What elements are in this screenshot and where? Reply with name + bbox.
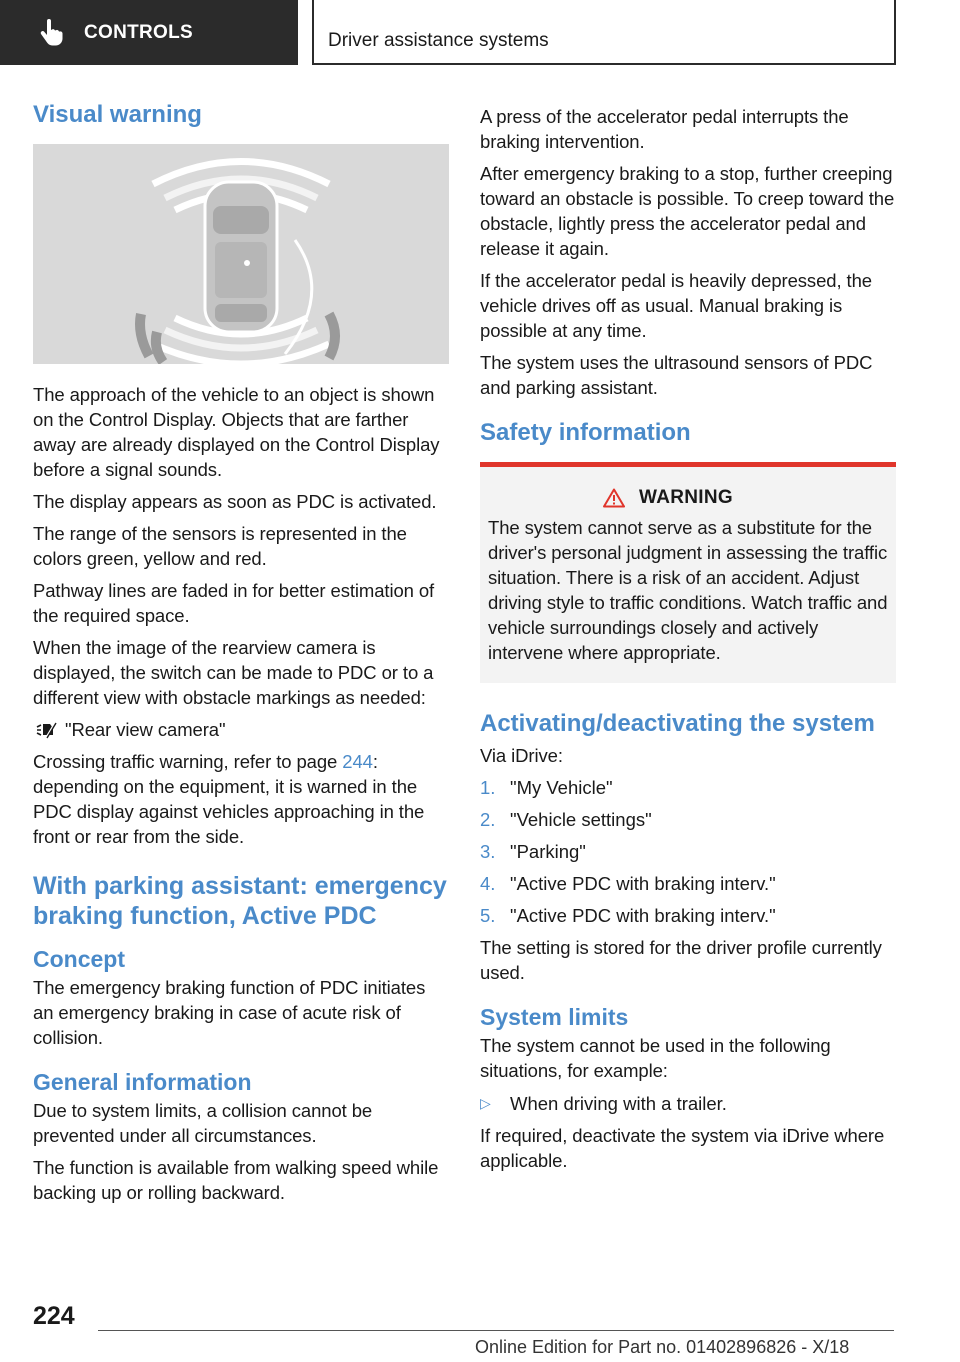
step-text: "My Vehicle" xyxy=(510,777,613,798)
section-tab xyxy=(0,0,298,65)
heading-visual-warning: Visual warning xyxy=(33,101,202,128)
chapter-title: Driver assistance systems xyxy=(328,30,549,51)
paragraph: Via iDrive: xyxy=(480,745,563,766)
step-number: 1. xyxy=(480,777,496,798)
heading-general-information: General information xyxy=(33,1069,252,1095)
paragraph: After emergency braking to a stop, further creeping toward an obstacle is possible. To creep toward the obstacle, lightly press the accelerator pedal and release it again. xyxy=(480,163,895,259)
rear-view-camera-label: "Rear view camera" xyxy=(65,719,226,740)
heading-parking-assistant: With parking assistant: emergency braking function, Active PDC xyxy=(33,872,447,930)
pdc-car-graphic xyxy=(33,144,449,364)
left-column xyxy=(33,100,449,1212)
paragraph: The display appears as soon as PDC is activated. xyxy=(33,491,437,512)
step-text: "Active PDC with braking interv." xyxy=(510,905,776,926)
list-item xyxy=(480,839,896,864)
heading-concept: Concept xyxy=(33,946,125,972)
paragraph: Due to system limits, a collision cannot be prevented under all circumstances. xyxy=(33,1100,373,1146)
paragraph: If the accelerator pedal is heavily depressed, the vehicle drives off as usual. Manual braking is possible at any time. xyxy=(480,270,872,341)
list-item xyxy=(480,903,896,928)
paragraph: When the image of the rearview camera is displayed, the switch can be made to PDC or to a different view with obstacle markings as needed: xyxy=(33,637,434,708)
paragraph: The setting is stored for the driver profile currently used. xyxy=(480,937,882,983)
page-number: 224 xyxy=(33,1302,75,1330)
list-item xyxy=(480,871,896,896)
paragraph: The system uses the ultrasound sensors of PDC and parking assistant. xyxy=(480,352,873,398)
pdc-display-illustration xyxy=(33,144,449,364)
hand-pointer-icon xyxy=(40,19,64,47)
paragraph: Pathway lines are faded in for better estimation of the required space. xyxy=(33,580,435,626)
step-text: "Active PDC with braking interv." xyxy=(510,873,776,894)
list-item xyxy=(480,807,896,832)
chapter-header xyxy=(312,0,896,65)
warning-header xyxy=(488,487,888,509)
heading-activating: Activating/deactivating the system xyxy=(480,710,875,737)
paragraph: The function is available from walking speed while backing up or rolling backward. xyxy=(33,1157,439,1203)
section-tab-label: CONTROLS xyxy=(84,21,194,43)
text-run: : depending on the equipment, it is warned in the PDC display against vehicles approaching in the front or rear from the side. xyxy=(33,751,425,847)
page-link-244[interactable]: 244 xyxy=(342,751,373,772)
paragraph: The range of the sensors is represented in the colors green, yellow and red. xyxy=(33,523,407,569)
paragraph: A press of the accelerator pedal interrupts the braking intervention. xyxy=(480,106,849,152)
step-list xyxy=(480,775,896,928)
step-text: "Parking" xyxy=(510,841,586,862)
paragraph: The approach of the vehicle to an object is shown on the Control Display. Objects that are farther away are already displayed on the Control Display before a signal sounds. xyxy=(33,384,440,480)
rear-view-camera-line xyxy=(33,717,449,742)
paragraph: The system cannot be used in the following situations, for example: xyxy=(480,1035,831,1081)
paragraph: The emergency braking function of PDC initiates an emergency braking in case of acute risk of collision. xyxy=(33,977,426,1048)
right-column xyxy=(480,100,896,1180)
step-number: 4. xyxy=(480,873,496,894)
list-item xyxy=(480,775,896,800)
pdc-camera-icon xyxy=(35,721,57,739)
list-item xyxy=(480,1091,896,1116)
warning-text: The system cannot serve as a substitute for the driver's personal judgment in assessing the traffic situation. There is a risk of an accident. Adjust driving style to traffic conditions. Watch traffic and vehicle surroundings closely and actively intervene where appropriate. xyxy=(488,517,888,663)
warning-triangle-icon xyxy=(603,488,625,508)
step-number: 2. xyxy=(480,809,496,830)
footer-edition: Online Edition for Part no. 01402896826 - X/18 xyxy=(475,1337,850,1357)
crossing-traffic-paragraph xyxy=(33,749,449,849)
paragraph: If required, deactivate the system via iDrive where applicable. xyxy=(480,1125,885,1171)
bullet-marker: ▷ xyxy=(480,1095,491,1111)
text-run: Crossing traffic warning, refer to page xyxy=(33,751,343,772)
footer-divider xyxy=(98,1330,894,1331)
heading-safety-information: Safety information xyxy=(480,419,691,446)
bullet-text: When driving with a trailer. xyxy=(510,1093,727,1114)
step-text: "Vehicle settings" xyxy=(510,809,652,830)
warning-label: WARNING xyxy=(639,487,733,508)
step-number: 3. xyxy=(480,841,496,862)
warning-box xyxy=(480,462,896,683)
step-number: 5. xyxy=(480,905,496,926)
heading-system-limits: System limits xyxy=(480,1004,629,1030)
